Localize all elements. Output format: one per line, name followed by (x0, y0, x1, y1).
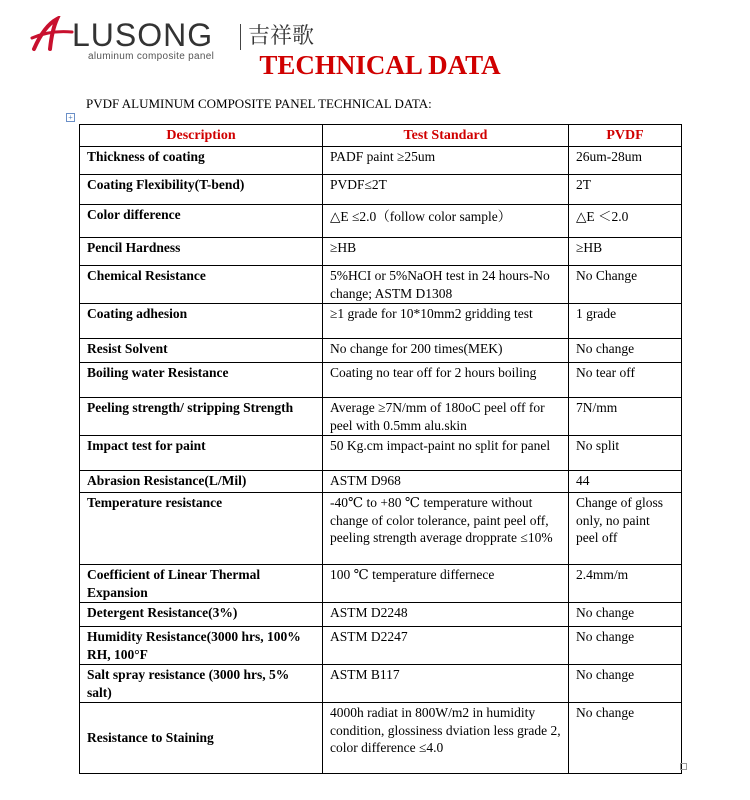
row-description: Temperature resistance (80, 493, 323, 565)
row-standard: No change for 200 times(MEK) (323, 339, 569, 363)
row-pvdf-value: No change (569, 627, 682, 665)
logo-brand-text: LUSONG (72, 17, 214, 53)
row-standard: ASTM B117 (323, 665, 569, 703)
table-row (80, 627, 682, 665)
row-standard: PVDF≤2T (323, 175, 569, 205)
table-row (80, 266, 682, 304)
logo-tagline: aluminum composite panel (88, 51, 215, 62)
row-description: Thickness of coating (80, 147, 323, 175)
row-standard: ≥1 grade for 10*10mm2 gridding test (323, 304, 569, 339)
row-description: Color difference (80, 205, 323, 238)
table-row (80, 398, 682, 436)
row-description: Chemical Resistance (80, 266, 323, 304)
header-pvdf: PVDF (569, 125, 682, 147)
row-description: Peeling strength/ stripping Strength (80, 398, 323, 436)
table-row (80, 703, 682, 774)
row-pvdf-value: No Change (569, 266, 682, 304)
row-pvdf-value: 7N/mm (569, 398, 682, 436)
table-row (80, 436, 682, 471)
row-description: Resistance to Staining (80, 703, 323, 774)
row-description: Boiling water Resistance (80, 363, 323, 398)
row-description: Humidity Resistance(3000 hrs, 100% RH, 100°F (80, 627, 323, 665)
row-standard: 100 ℃ temperature differnece (323, 565, 569, 603)
row-standard: ASTM D2247 (323, 627, 569, 665)
row-pvdf-value: No change (569, 665, 682, 703)
row-pvdf-value: No change (569, 339, 682, 363)
row-description: Detergent Resistance(3%) (80, 603, 323, 627)
row-pvdf-value: No change (569, 603, 682, 627)
table-subtitle: PVDF ALUMINUM COMPOSITE PANEL TECHNICAL DATA: (86, 96, 432, 111)
header-description: Description (80, 125, 323, 147)
table-row (80, 493, 682, 565)
row-standard: 4000h radiat in 800W/m2 in humidity condition, glossiness dviation less grade 2, color difference ≤4.0 (323, 703, 569, 774)
table-row (80, 665, 682, 703)
row-standard: -40℃ to +80 ℃ temperature without change of color tolerance, paint peel off, peeling strength average dropprate ≤10% (323, 493, 569, 565)
technical-data-table (79, 124, 682, 774)
row-standard: Coating no tear off for 2 hours boiling (323, 363, 569, 398)
table-row (80, 603, 682, 627)
table-move-handle-icon[interactable]: + (66, 113, 75, 122)
table-row (80, 565, 682, 603)
logo-separator (240, 24, 241, 50)
row-description: Pencil Hardness (80, 238, 323, 266)
header-test-standard: Test Standard (323, 125, 569, 147)
row-description: Coating Flexibility(T-bend) (80, 175, 323, 205)
row-pvdf-value: 44 (569, 471, 682, 493)
row-pvdf-value: No tear off (569, 363, 682, 398)
table-row (80, 339, 682, 363)
row-pvdf-value: △E ＜2.0 (569, 205, 682, 238)
row-description: Coating adhesion (80, 304, 323, 339)
table-header-row (80, 125, 682, 147)
row-standard: Average ≥7N/mm of 180oC peel off for peel with 0.5mm alu.skin (323, 398, 569, 436)
row-standard: △E ≤2.0（follow color sample） (323, 205, 569, 238)
row-standard: ≥HB (323, 238, 569, 266)
table-row (80, 175, 682, 205)
logo-a-mark-icon (30, 16, 74, 52)
row-standard: ASTM D2248 (323, 603, 569, 627)
row-pvdf-value: ≥HB (569, 238, 682, 266)
row-pvdf-value: No change (569, 703, 682, 774)
row-standard: 5%HCI or 5%NaOH test in 24 hours-No change; ASTM D1308 (323, 266, 569, 304)
row-description: Resist Solvent (80, 339, 323, 363)
table-resize-handle[interactable] (680, 763, 687, 770)
row-standard: 50 Kg.cm impact-paint no split for panel (323, 436, 569, 471)
table-row (80, 304, 682, 339)
logo-chinese-text: 吉祥歌 (248, 24, 315, 49)
row-pvdf-value: Change of gloss only, no paint peel off (569, 493, 682, 565)
row-description: Salt spray resistance (3000 hrs, 5% salt) (80, 665, 323, 703)
row-description: Impact test for paint (80, 436, 323, 471)
row-standard: PADF paint ≥25um (323, 147, 569, 175)
row-pvdf-value: 1 grade (569, 304, 682, 339)
row-pvdf-value: No split (569, 436, 682, 471)
table-row (80, 471, 682, 493)
table-row (80, 238, 682, 266)
row-standard: ASTM D968 (323, 471, 569, 493)
page-title: TECHNICAL DATA (259, 50, 501, 80)
row-description: Coefficient of Linear Thermal Expansion (80, 565, 323, 603)
table-row (80, 147, 682, 175)
row-pvdf-value: 2T (569, 175, 682, 205)
row-pvdf-value: 26um-28um (569, 147, 682, 175)
row-pvdf-value: 2.4mm/m (569, 565, 682, 603)
table-row (80, 205, 682, 238)
table-row (80, 363, 682, 398)
row-description: Abrasion Resistance(L/Mil) (80, 471, 323, 493)
